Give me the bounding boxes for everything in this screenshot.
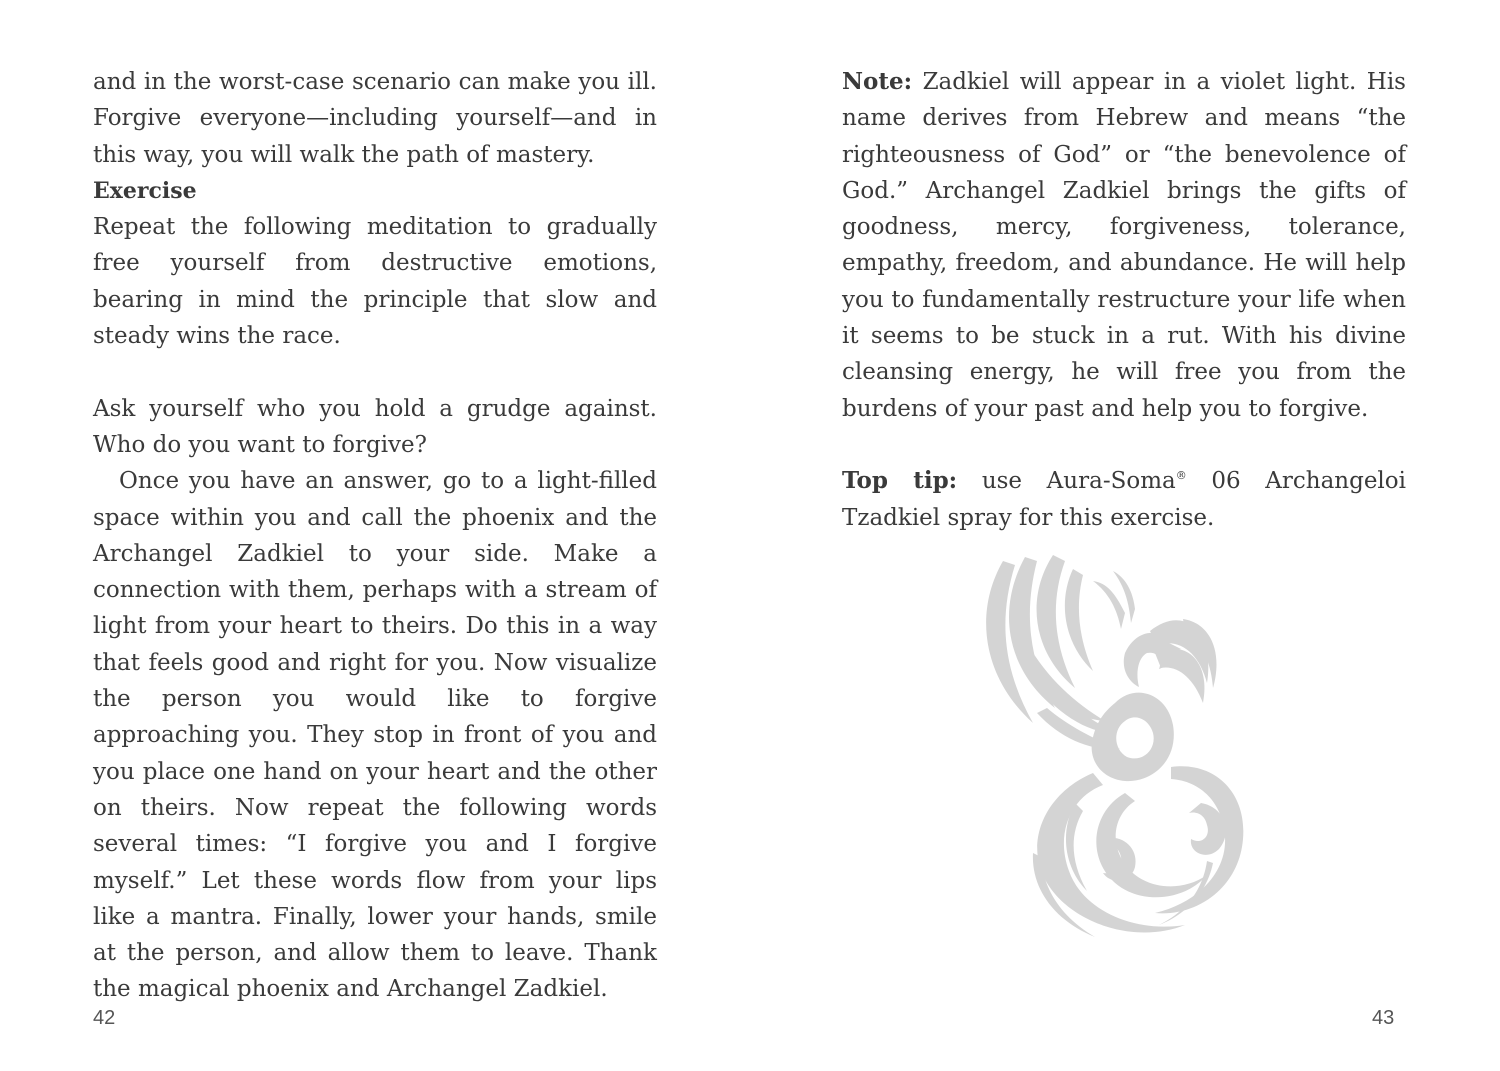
note-text: Zadkiel will appear in a violet light. His name derives from Hebrew and means “the righteousness of God” or “the benevolence of God.” Archangel Zadkiel brings the gifts of goodness, mercy, forgiveness, tolerance, empathy, freedom, and abundance. He will help you to fundamentally restructure your life when it seems to be stuck in a rut. With his divine cleansing energy, he will free you from the burdens of your past and help you to forgive.	[842, 69, 1406, 422]
page-number-left: 42	[93, 1007, 116, 1029]
registered-mark: ®	[1175, 469, 1187, 483]
page-number-right: 43	[1372, 1007, 1395, 1029]
exercise-heading: Exercise	[93, 177, 197, 204]
right-page	[750, 0, 1500, 1071]
tip-text-before: use Aura-Soma	[957, 468, 1176, 495]
tip-label: Top tip:	[842, 467, 958, 495]
meditation-paragraph: Once you have an answer, go to a light-filled space within you and call the phoenix and the Archangel Zadkiel to your side. Make a connection with them, perhaps with a stream of light from your heart to theirs. Do this in a way that feels good and right for you. Now visualize the person you would like to forgive approaching you. They stop in front of you and you place one hand on your heart and the other on theirs. Now repeat the following words several times: “I forgive you and I forgive myself.” Let these words flow from your lips like a mantra. Finally, lower your hands, smile at the person, and allow them to leave. Thank the magical phoenix and Archangel Zadkiel.	[93, 468, 657, 1003]
left-text-column	[93, 64, 657, 1008]
tip-text-after: 06 Archangeloi Tzadkiel spray for this exercise.	[842, 468, 1406, 531]
phoenix-illustration	[975, 553, 1280, 948]
right-text-column	[842, 64, 1406, 536]
note-paragraph	[842, 64, 1406, 427]
continuation-paragraph: and in the worst-case scenario can make you ill. Forgive everyone—including yourself—and in this way, you will walk the path of mastery.	[93, 69, 657, 168]
tip-paragraph	[842, 463, 1406, 536]
question-paragraph: Ask yourself who you hold a grudge against. Who do you want to forgive?	[93, 395, 657, 458]
note-label: Note:	[842, 68, 913, 95]
exercise-intro-paragraph: Repeat the following meditation to gradually free yourself from destructive emotions, bearing in mind the principle that slow and steady wins the race.	[93, 214, 657, 350]
